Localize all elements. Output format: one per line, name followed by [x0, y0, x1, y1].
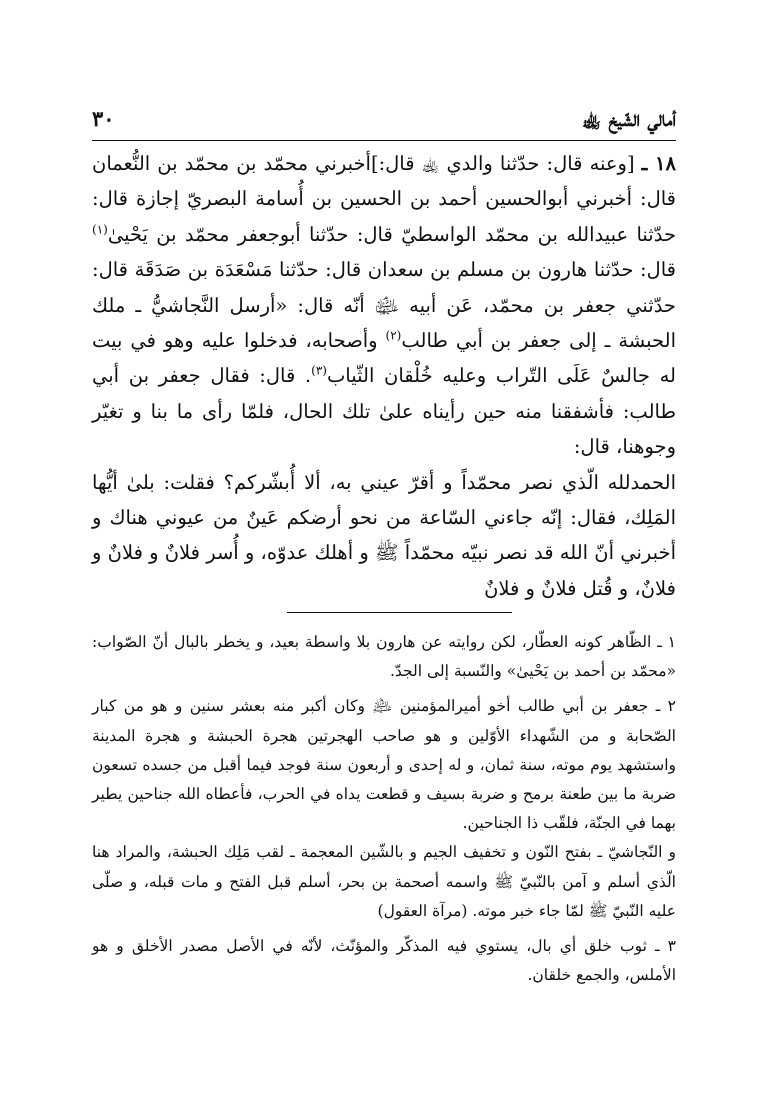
- footnotes: [92, 628, 676, 990]
- footnote-marker-3: (٣): [311, 363, 327, 378]
- footnote-2a: ٢ ـ جعفر بن أبي طالب أخو أميرالمؤمنين ﵇ وكان أكبر منه بعشر سنين و هو من كبار الصّحابة و من الشّهداء الأوّلين و هو صاحب الهجرتين هجرة الحبشة و هجرة المدينة واستشهد يوم موته، سنة ثمان، و له إحدى و أربعون سنة فوجد فيما أقبل من جسده تسعون ضربة ما بين طعنة برمح و ضربة بسيف و قطعت يداه في الحرب، فأعطاه الله جناحين يطير بهما في الجنّة، فلقّب ذا الجناحين.: [92, 697, 676, 833]
- hadith-text-part-1: [وعنه قال: حدّثنا والدي ﵀ قال:]أخبرني محمّد بن محمّد بن النُّعمان قال: أخبرني أبوالحسين أحمد بن الحسين بن أُسامة البصريّ إجازة قال: حدّثنا عبيدالله بن محمّد الواسطيّ قال: حدّثنا أبوجعفر محمّد بن يَحْيىٰ: [92, 152, 676, 246]
- hadith-text-part-3: وأصحابه، فدخلوا عليه وهو في بيت له جالسٌ عَلَى التّراب وعليه خُلْقان الثّياب: [92, 329, 676, 388]
- page-header: [92, 104, 676, 140]
- hadith-paragraph: [92, 146, 676, 465]
- hadith-number: ١٨ ـ: [641, 152, 676, 175]
- footnote-3: ٣ ـ ثوب خلق أي بال، يستوي فيه المذكّر والمؤنّث، لأنّه في الأصل مصدر الأخلق و هو الأملس، والجمع خلقان.: [92, 937, 676, 985]
- header-divider: [92, 140, 676, 141]
- hadith-text-part-4: . قال: فقال جعفر بن أبي طالب: فأشفقنا منه حين رأيناه علىٰ تلك الحال، فلمّا رأى ما بنا و تغيّر وجوهنا، قال:: [92, 364, 676, 459]
- page-number: ٣٠: [92, 106, 115, 131]
- hadith-paragraph-2: الحمدلله الّذي نصر محمّداً و أقرّ عيني به، ألا أُبشّركم؟ فقلت: بلىٰ أيُّها المَلِك، فقال: إنّه جاءني السّاعة من نحو أرضكم عَينٌ من عيوني هناك و أخبرني أنّ الله قد نصر نبيّه محمّداً ﷺ و أهلك عدوّه، و أُسر فلانٌ و فلانٌ و فلانٌ، و قُتل فلانٌ و فلانٌ: [92, 470, 676, 600]
- footnote-marker-2: (٢): [385, 328, 402, 343]
- footnote-marker-1: (١): [92, 222, 108, 237]
- footnote-1: ١ ـ الظّاهر كونه العطّار، لكن روايته عن هارون بلا واسطة بعيد، و يخطر بالبال أنّ الصّواب: «محمّد بن أحمد بن يَحْيىٰ» والنّسبة إلى الجدّ.: [92, 633, 676, 681]
- hadith-text-part-2: قال: حدّثنا هارون بن مسلم بن سعدان قال: حدّثنا مَسْعَدَة بن صَدَقَة قال: حدّثني جعفر بن محمّد، عَن أبيه ﵉ أنّه قال: «أرسل النَّجاشيُّ ـ ملك الحبشة ـ إلى جعفر بن أبي طالب: [92, 258, 676, 353]
- footnote-divider: [287, 612, 512, 613]
- footnote-2b: و النّجاشيّ ـ بفتح النّون و تخفيف الجيم و بالشّين المعجمة ـ لقب مَلِك الحبشة، والمراد هنا الّذي أسلم و آمن بالنّبيّ ﷺ واسمه أصحمة بن بحر، أسلم قبل الفتح و مات قبله، و صلّى عليه النّبيّ ﷺ لمّا جاء خبر موته. (مرآة العقول): [92, 843, 676, 920]
- running-title: أمالي الشّيخ ﵀: [582, 106, 676, 131]
- main-text: [92, 146, 676, 606]
